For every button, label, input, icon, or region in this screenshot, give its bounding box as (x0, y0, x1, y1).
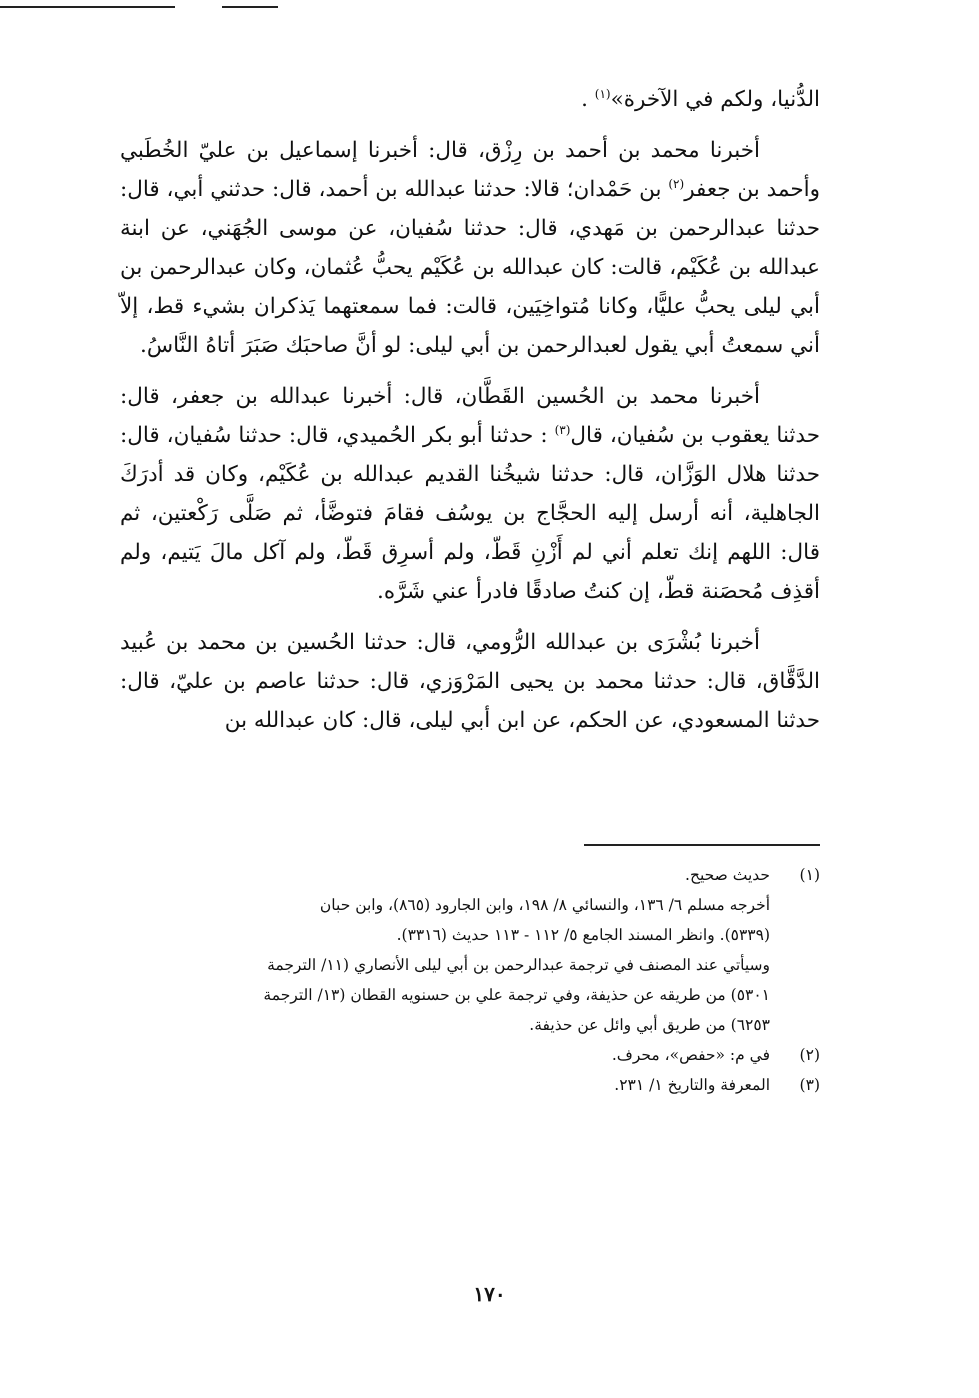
footnote-1-line-4: وسيأتي عند المصنف في ترجمة عبدالرحمن بن أبي ليلى الأنصاري (١١/ الترجمة (267, 956, 770, 974)
footnote-2-line-1: في م: «حفص»، محرف. (611, 1046, 770, 1064)
main-text (120, 80, 820, 752)
paragraph-1-part-2: بن حَمْدان؛ قالا: حدثنا عبدالله بن أحمد، قال: حدثني أبي، قال: حدثنا عبدالرحمن بن مَهدي، قال: حدثنا سُفيان، عن موسى الجُهَني، عن ابنة عبدالله بن عُكَيْم، قالت: كان عبدالله بن عُكَيْم يحبُّ عُثمان، وكان عبدالرحمن بن أبي ليلى يحبُّ عليًّا، وكانا مُتواخِيَين، قالت: فما سمعتهما يَذكران بشيء قط، إلاّ أني سمعتُ أبي يقول لعبدالرحمن بن أبي ليلى: لو أنَّ صاحبَك صَبَرَ أتاهُ النَّاسُ. (120, 177, 820, 358)
paragraph-2 (120, 377, 820, 611)
footnotes (128, 860, 820, 1100)
scan-line-left (0, 6, 175, 8)
footnote-1-line-1: حديث صحيح. (685, 866, 770, 884)
footnote-3-number: (٣) (799, 1076, 820, 1094)
footnote-1-line-6: ٦٢٥٣) من طريق أبي وائل عن حذيفة. (529, 1016, 770, 1034)
footnote-3-line-1: المعرفة والتاريخ ١/ ٢٣١. (614, 1076, 770, 1094)
footnote-separator (584, 844, 820, 846)
footnote-3-body (128, 1070, 770, 1100)
footnote-ref-3: (٣) (554, 422, 571, 437)
footnote-1-body (128, 860, 770, 1040)
footnote-1-line-2: أخرجه مسلم ٦/ ١٣٦، والنسائي ٨/ ١٩٨، وابن الجارود (٨٦٥)، وابن حبان (319, 896, 770, 914)
paragraph-1 (120, 131, 820, 365)
footnote-1-line-3: (٥٣٣٩). وانظر المسند الجامع ٥/ ١١٢ - ١١٣ حديث (٣٣١٦). (396, 926, 770, 944)
paragraph-3 (120, 623, 820, 740)
paragraph-1-part-1: أخبرنا محمد بن أحمد بن رِزْق، قال: أخبرنا إسماعيل بن عليّ الخُطَبي وأحمد بن جعفر (120, 138, 820, 202)
footnote-2-number: (٢) (799, 1046, 820, 1064)
footnote-ref-2: (٢) (668, 176, 685, 191)
footnote-3 (128, 1070, 820, 1100)
scan-line-right (222, 6, 278, 8)
continuation-end: . (581, 87, 595, 112)
page-number: ١٧٠ (473, 1282, 506, 1306)
footnote-2-body (128, 1040, 770, 1070)
footnote-ref-1: (١) (594, 86, 611, 101)
footnote-1 (128, 860, 820, 1040)
paragraph-3-part-1: أخبرنا بُشْرَى بن عبدالله الرُّومي، قال: حدثنا الحُسين بن محمد بن عُبيد الدَّقَّاق، قال: حدثنا محمد بن يحيى المَرْوَزي، قال: حدثنا عاصم بن عليّ، قال: حدثنا المسعودي، عن الحكم، عن ابن أبي ليلى، قال: كان عبدالله بن (120, 630, 820, 733)
footnote-1-number: (١) (799, 866, 820, 884)
paragraph-2-part-2: : حدثنا أبو بكر الحُميدي، قال: حدثنا سُفيان، قال: حدثنا هلال الوَزَّان، قال: حدثنا شيخُنا القديم عبدالله بن عُكَيْم، وكان قد أدرَكَ الجاهلية، أنه أرسل إليه الحجَّاج بن يوسُف فقامَ فتوضَّأ، ثم صَلَّى رَكْعتين، ثم قال: اللهم إنك تعلم أني لم أَزْنِ قَطّ، ولم أسرِق قَطّ، ولم آكل مالَ يَتيم، ولم أقذِف مُحصَنة قطّ، إن كنتُ صادقًا فادرأ عني شَرَّه. (120, 423, 820, 604)
continuation-line (120, 80, 820, 119)
footnote-2 (128, 1040, 820, 1070)
paragraph-2-part-1: أخبرنا محمد بن الحُسين القَطَّان، قال: أخبرنا عبدالله بن جعفر، قال: حدثنا يعقوب بن سُفيان، قال (120, 384, 820, 448)
footnote-1-line-5: ٥٣٠١) من طريقه عن حذيفة، وفي ترجمة علي بن حسنويه القطان (١٣/ الترجمة (263, 986, 770, 1004)
continuation-text: الدُّنيا، ولكم في الآخرة» (610, 87, 820, 112)
